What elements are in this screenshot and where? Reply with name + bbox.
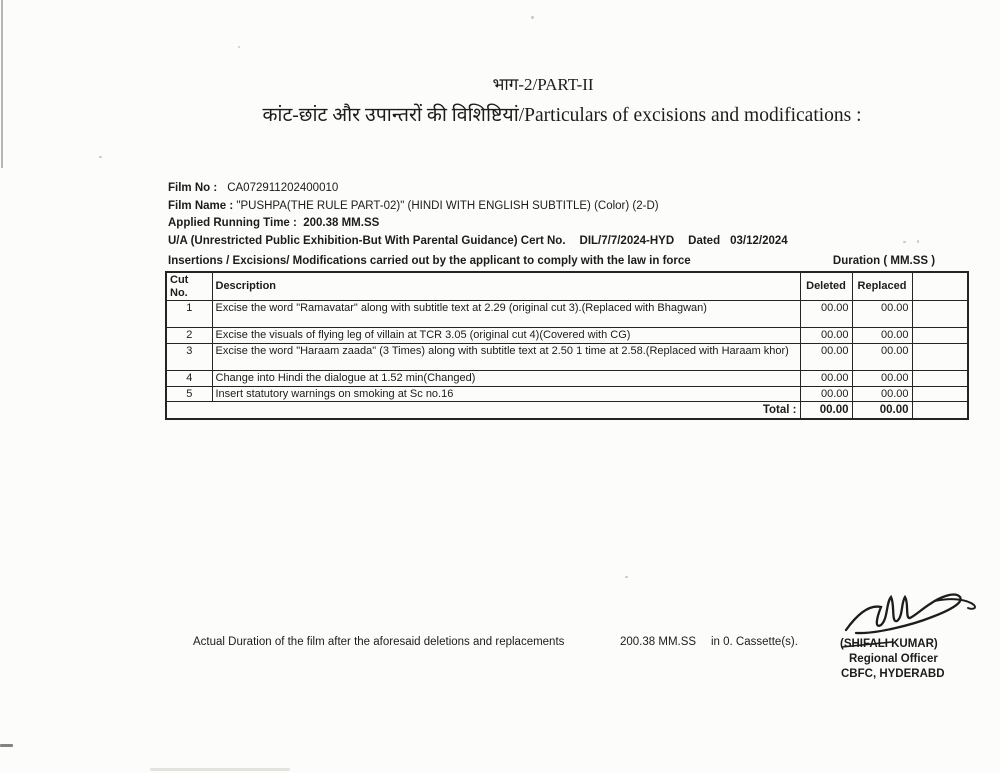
running-time-value: 200.38 MM.SS: [303, 217, 380, 229]
table-row: [166, 344, 968, 371]
scan-speck: [531, 16, 534, 19]
cert-no-value: DIL/7/7/2024-HYD: [579, 235, 675, 247]
dated-label: Dated: [688, 235, 721, 247]
col-header-description: Description: [212, 272, 800, 301]
extra-cell: [912, 328, 968, 344]
description-cell: Excise the word "Haraam zaada" (3 Times) along with subtitle text at 2.50 1 time at 2.58.(Replaced with Haraam khor): [212, 344, 800, 371]
scan-edge-artifact: [1, 0, 3, 168]
certificate-line: [168, 235, 788, 247]
deleted-cell: 00.00: [800, 371, 852, 387]
cassette-text: in 0. Cassette(s).: [711, 636, 798, 648]
col-header-extra: [912, 272, 968, 301]
extra-cell: [912, 344, 968, 371]
signatory-organization: CBFC, HYDERABD: [841, 668, 945, 680]
description-cell: Change into Hindi the dialogue at 1.52 min(Changed): [212, 371, 800, 387]
scan-speck: [238, 46, 240, 48]
running-time-line: [168, 217, 379, 229]
deleted-cell: 00.00: [800, 301, 852, 328]
actual-duration-value: 200.38 MM.SS: [620, 636, 697, 648]
actual-duration-text: Actual Duration of the film after the aforesaid deletions and replacements: [193, 636, 565, 648]
total-deleted-cell: 00.00: [800, 402, 852, 419]
document-part-title: भाग-2/PART-II: [492, 75, 594, 94]
table-caption: Insertions / Excisions/ Modifications carried out by the applicant to comply with the law in force: [168, 255, 691, 267]
total-row: [166, 402, 968, 419]
film-no-value: CA072911202400010: [227, 182, 339, 194]
scan-speck: [625, 576, 628, 578]
replaced-cell: 00.00: [852, 301, 912, 328]
excisions-table: [165, 271, 969, 420]
scan-mark-artifact: [0, 744, 13, 747]
total-label: Total :: [166, 402, 800, 419]
description-cell: Insert statutory warnings on smoking at Sc no.16: [212, 386, 800, 402]
cert-date-value: 03/12/2024: [730, 235, 788, 247]
duration-caption: Duration ( MM.SS ): [832, 255, 936, 267]
cut-no-cell: 3: [166, 344, 212, 371]
film-name-value: "PUSHPA(THE RULE PART-02)" (HINDI WITH ENGLISH SUBTITLE) (Color) (2-D): [236, 200, 659, 212]
table-header-row: [166, 272, 968, 301]
deleted-cell: 00.00: [800, 328, 852, 344]
table-row: [166, 328, 968, 344]
table-row: [166, 371, 968, 387]
extra-cell: [912, 301, 968, 328]
scan-smudge-artifact: [150, 768, 290, 771]
description-cell: Excise the visuals of flying leg of villain at TCR 3.05 (original cut 4)(Covered with CG): [212, 328, 800, 344]
cut-no-cell: 1: [166, 301, 212, 328]
replaced-cell: 00.00: [852, 386, 912, 402]
description-cell: Excise the word "Ramavatar" along with subtitle text at 2.29 (original cut 3).(Replaced with Bhagwan): [212, 301, 800, 328]
extra-cell: [912, 371, 968, 387]
col-header-deleted: Deleted: [800, 272, 852, 301]
cut-no-cell: 2: [166, 328, 212, 344]
total-replaced-cell: 00.00: [852, 402, 912, 419]
deleted-cell: 00.00: [800, 386, 852, 402]
extra-cell: [912, 402, 968, 419]
extra-cell: [912, 386, 968, 402]
running-time-label: Applied Running Time :: [168, 217, 297, 229]
film-no-label: Film No :: [168, 182, 218, 194]
film-no-line: [168, 182, 338, 194]
film-name-label: Film Name :: [168, 200, 234, 212]
table-row: [166, 301, 968, 328]
replaced-cell: 00.00: [852, 344, 912, 371]
cut-no-cell: 5: [166, 386, 212, 402]
cut-no-cell: 4: [166, 371, 212, 387]
signatory-title: Regional Officer: [849, 653, 938, 665]
scan-speck: [99, 156, 102, 158]
replaced-cell: 00.00: [852, 371, 912, 387]
signatory-name: (SHIFALI KUMAR): [840, 638, 938, 650]
replaced-cell: 00.00: [852, 328, 912, 344]
document-subtitle: कांट-छांट और उपान्तरों की विशिष्टियां/Particulars of excisions and modifications :: [262, 105, 862, 126]
scan-speck: [917, 240, 919, 243]
col-header-replaced: Replaced: [852, 272, 912, 301]
cert-text: U/A (Unrestricted Public Exhibition-But With Parental Guidance) Cert No.: [168, 235, 566, 247]
table-row: [166, 386, 968, 402]
deleted-cell: 00.00: [800, 344, 852, 371]
film-name-line: [168, 200, 659, 212]
col-header-cut-no: Cut No.: [166, 272, 212, 301]
scan-speck: [903, 241, 906, 243]
